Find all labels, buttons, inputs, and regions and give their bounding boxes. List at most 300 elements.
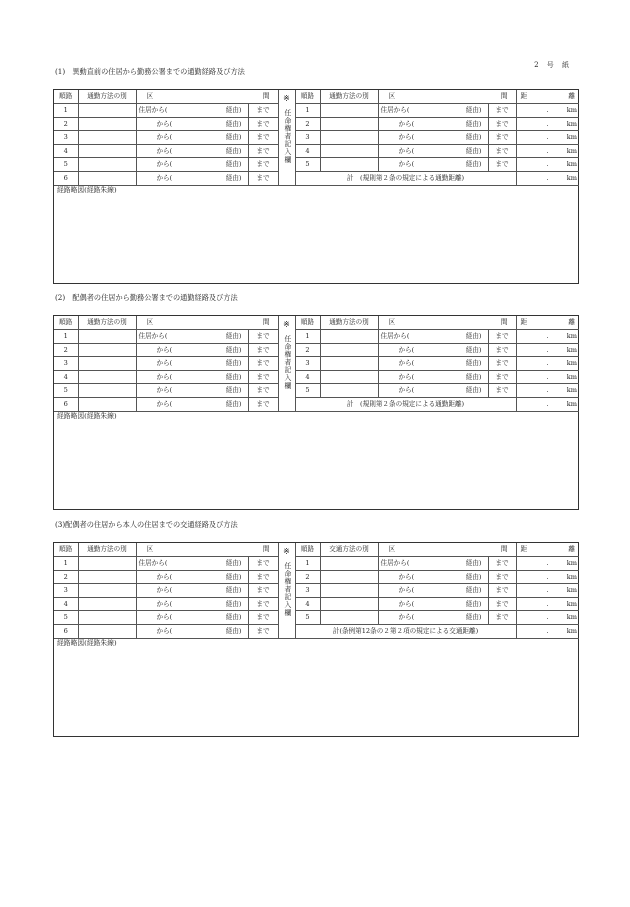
appointer-entry-label: 任命権者記入欄 (282, 109, 291, 164)
section-cell[interactable] (136, 625, 248, 639)
table-row (54, 597, 579, 611)
distance-header-right: 離 (568, 318, 575, 327)
distance-cell[interactable] (516, 158, 579, 172)
order-header: 順路 (295, 543, 320, 557)
until-label: まで (495, 572, 509, 581)
via-label: 経由) (225, 174, 242, 183)
method-cell[interactable] (78, 570, 136, 584)
distance-cell[interactable] (516, 343, 579, 357)
row-number: 3 (54, 131, 78, 145)
total-label: 計 (規則第２条の規定による通勤距離) (295, 172, 516, 186)
until-label: まで (495, 345, 509, 354)
until-label: まで (256, 613, 270, 622)
km-unit: km (566, 359, 577, 368)
note-mark: ※ (283, 320, 290, 329)
km-unit: km (566, 400, 577, 409)
km-unit: km (566, 386, 577, 395)
distance-cell[interactable] (516, 611, 579, 625)
until-label: まで (256, 174, 270, 183)
until-cell (488, 570, 516, 584)
until-label: まで (495, 559, 509, 568)
decimal-point: . (546, 386, 549, 395)
method-cell[interactable] (320, 117, 378, 131)
until-label: まで (256, 345, 270, 354)
from-label: から( (156, 572, 173, 581)
via-label: 経由) (465, 359, 482, 368)
appointer-entry-column (278, 90, 295, 185)
order-header: 順路 (54, 316, 78, 330)
section-title: (1) 異動直前の住居から勤務公署までの通勤経路及び方法 (55, 67, 245, 76)
via-label: 経由) (465, 119, 482, 128)
until-cell (248, 597, 278, 611)
appointer-entry-column (278, 543, 295, 638)
row-number: 2 (54, 117, 78, 131)
via-label: 経由) (465, 345, 482, 354)
row-number: 3 (295, 584, 320, 598)
section-cell[interactable] (136, 584, 248, 598)
km-unit: km (566, 174, 577, 183)
row-number: 4 (295, 370, 320, 384)
method-cell[interactable] (320, 557, 378, 571)
distance-cell[interactable] (516, 384, 579, 398)
until-label: まで (495, 372, 509, 381)
until-label: まで (495, 146, 509, 155)
section-cell[interactable] (136, 611, 248, 625)
until-label: まで (495, 613, 509, 622)
method-cell[interactable] (78, 117, 136, 131)
note-mark: ※ (283, 547, 290, 556)
method-cell[interactable] (78, 131, 136, 145)
until-label: まで (256, 160, 270, 169)
via-label: 経由) (225, 133, 242, 142)
via-label: 経由) (225, 400, 242, 409)
until-label: まで (495, 160, 509, 169)
from-label: から( (398, 599, 415, 608)
order-header: 順路 (295, 316, 320, 330)
row-number: 6 (54, 625, 78, 639)
distance-cell[interactable] (516, 557, 579, 571)
method-cell[interactable] (320, 584, 378, 598)
method-header: 交通方法の別 (320, 543, 378, 557)
route-table-frame (53, 542, 579, 737)
route-table (54, 543, 579, 639)
from-label: から( (156, 160, 173, 169)
via-label: 経由) (225, 359, 242, 368)
until-label: まで (495, 332, 509, 341)
row-number: 1 (54, 557, 78, 571)
until-cell (248, 570, 278, 584)
table-row (54, 172, 579, 186)
via-label: 経由) (225, 332, 242, 341)
method-cell[interactable] (320, 597, 378, 611)
from-label: 住居から( (380, 332, 410, 341)
via-label: 経由) (465, 372, 482, 381)
table-row (54, 584, 579, 598)
row-number: 5 (54, 611, 78, 625)
via-label: 経由) (225, 106, 242, 115)
section-cell[interactable] (378, 384, 488, 398)
until-label: まで (256, 119, 270, 128)
distance-cell[interactable] (516, 131, 579, 145)
row-number: 3 (295, 357, 320, 371)
section-header-left: 区 (388, 545, 396, 554)
via-label: 経由) (465, 586, 482, 595)
via-label: 経由) (465, 386, 482, 395)
from-label: 住居から( (380, 106, 410, 115)
route-table (54, 316, 579, 412)
section-header-left: 区 (388, 92, 396, 101)
method-cell[interactable] (78, 557, 136, 571)
decimal-point: . (546, 146, 549, 155)
via-label: 経由) (465, 332, 482, 341)
decimal-point: . (546, 613, 549, 622)
order-header: 順路 (54, 543, 78, 557)
from-label: 住居から( (138, 106, 168, 115)
method-header: 通勤方法の別 (320, 316, 378, 330)
km-unit: km (566, 599, 577, 608)
via-label: 経由) (465, 559, 482, 568)
until-cell (488, 584, 516, 598)
until-label: まで (256, 332, 270, 341)
section-header-right: 間 (262, 92, 270, 101)
section-cell[interactable] (136, 104, 248, 118)
section-cell[interactable] (378, 158, 488, 172)
via-label: 経由) (225, 119, 242, 128)
section-cell[interactable] (136, 398, 248, 412)
section-cell[interactable] (136, 570, 248, 584)
method-cell[interactable] (78, 584, 136, 598)
until-cell (488, 557, 516, 571)
method-cell[interactable] (320, 343, 378, 357)
km-unit: km (566, 106, 577, 115)
section-cell[interactable] (378, 584, 488, 598)
decimal-point: . (546, 332, 549, 341)
via-label: 経由) (225, 613, 242, 622)
until-cell (488, 611, 516, 625)
section-cell[interactable] (136, 330, 248, 344)
until-label: まで (256, 386, 270, 395)
decimal-point: . (546, 359, 549, 368)
method-header: 通勤方法の別 (78, 543, 136, 557)
order-header: 順路 (54, 90, 78, 104)
method-cell[interactable] (320, 158, 378, 172)
distance-header-right: 離 (568, 92, 575, 101)
section-cell[interactable] (136, 117, 248, 131)
total-label: 計(条例第12条の２第２項の規定による交通距離) (295, 625, 516, 639)
section-cell[interactable] (136, 158, 248, 172)
until-cell (488, 384, 516, 398)
km-unit: km (566, 119, 577, 128)
until-label: まで (495, 599, 509, 608)
distance-cell[interactable] (516, 330, 579, 344)
method-cell[interactable] (320, 357, 378, 371)
decimal-point: . (546, 559, 549, 568)
from-label: から( (398, 586, 415, 595)
decimal-point: . (546, 345, 549, 354)
section-cell[interactable] (136, 597, 248, 611)
distance-header-left: 距 (520, 545, 528, 554)
section-cell[interactable] (136, 384, 248, 398)
section-cell[interactable] (378, 370, 488, 384)
km-unit: km (566, 332, 577, 341)
section-cell[interactable] (378, 570, 488, 584)
table-row (54, 370, 579, 384)
row-number: 2 (54, 343, 78, 357)
table-row (54, 330, 579, 344)
row-number: 1 (295, 330, 320, 344)
until-label: まで (256, 559, 270, 568)
via-label: 経由) (225, 559, 242, 568)
km-unit: km (566, 613, 577, 622)
via-label: 経由) (465, 106, 482, 115)
km-unit: km (566, 372, 577, 381)
distance-header-left: 距 (520, 92, 528, 101)
row-number: 4 (54, 370, 78, 384)
distance-cell[interactable] (516, 357, 579, 371)
until-cell (248, 104, 278, 118)
method-cell[interactable] (320, 370, 378, 384)
appointer-entry-column (278, 316, 295, 411)
from-label: から( (398, 345, 415, 354)
decimal-point: . (546, 572, 549, 581)
distance-cell[interactable] (516, 370, 579, 384)
until-cell (248, 158, 278, 172)
route-map-area[interactable] (54, 649, 578, 736)
table-row (54, 611, 579, 625)
section-cell[interactable] (378, 330, 488, 344)
via-label: 経由) (225, 146, 242, 155)
distance-cell[interactable] (516, 570, 579, 584)
decimal-point: . (546, 400, 549, 409)
until-cell (488, 597, 516, 611)
until-cell (248, 131, 278, 145)
from-label: から( (398, 372, 415, 381)
until-cell (248, 584, 278, 598)
section-cell[interactable] (378, 144, 488, 158)
method-header: 通勤方法の別 (320, 90, 378, 104)
from-label: から( (156, 627, 173, 636)
table-header-row (54, 316, 579, 330)
until-cell (248, 144, 278, 158)
via-label: 経由) (465, 160, 482, 169)
via-label: 経由) (225, 372, 242, 381)
section-cell[interactable] (378, 611, 488, 625)
section-cell[interactable] (378, 104, 488, 118)
from-label: から( (156, 372, 173, 381)
from-label: から( (398, 359, 415, 368)
from-label: から( (156, 174, 173, 183)
decimal-point: . (546, 586, 549, 595)
row-number: 2 (54, 570, 78, 584)
route-map-area[interactable] (54, 422, 578, 509)
until-cell (488, 343, 516, 357)
until-label: まで (495, 119, 509, 128)
row-number: 4 (54, 597, 78, 611)
until-label: まで (495, 586, 509, 595)
section-cell[interactable] (136, 370, 248, 384)
via-label: 経由) (465, 572, 482, 581)
until-cell (248, 611, 278, 625)
route-table (54, 90, 579, 186)
section-header-left: 区 (388, 318, 396, 327)
method-cell[interactable] (320, 131, 378, 145)
from-label: から( (156, 599, 173, 608)
row-number: 5 (295, 158, 320, 172)
section-cell[interactable] (136, 144, 248, 158)
km-unit: km (566, 146, 577, 155)
distance-cell[interactable] (516, 597, 579, 611)
section-cell[interactable] (136, 343, 248, 357)
method-cell[interactable] (78, 357, 136, 371)
row-number: 3 (54, 357, 78, 371)
method-header: 通勤方法の別 (78, 90, 136, 104)
section-cell[interactable] (378, 131, 488, 145)
until-cell (488, 357, 516, 371)
route-map-label: 経路略図(経路朱線) (57, 412, 117, 420)
until-cell (248, 117, 278, 131)
decimal-point: . (546, 599, 549, 608)
method-cell[interactable] (320, 384, 378, 398)
method-cell[interactable] (320, 104, 378, 118)
section-header-right: 間 (500, 92, 508, 101)
method-cell[interactable] (320, 144, 378, 158)
distance-cell[interactable] (516, 104, 579, 118)
via-label: 経由) (225, 386, 242, 395)
via-label: 経由) (225, 160, 242, 169)
distance-cell[interactable] (516, 398, 579, 412)
until-label: まで (256, 599, 270, 608)
decimal-point: . (546, 627, 549, 636)
until-cell (488, 131, 516, 145)
section-cell[interactable] (378, 597, 488, 611)
method-cell[interactable] (78, 330, 136, 344)
row-number: 1 (295, 557, 320, 571)
section-cell[interactable] (136, 357, 248, 371)
section-header-right: 間 (262, 545, 270, 554)
section-header-right: 間 (500, 545, 508, 554)
until-label: まで (256, 372, 270, 381)
route-map-area[interactable] (54, 196, 578, 283)
section-header-right: 間 (500, 318, 508, 327)
until-label: まで (256, 106, 270, 115)
until-label: まで (495, 386, 509, 395)
section-cell[interactable] (136, 131, 248, 145)
method-cell[interactable] (78, 384, 136, 398)
row-number: 1 (295, 104, 320, 118)
km-unit: km (566, 345, 577, 354)
via-label: 経由) (225, 345, 242, 354)
from-label: 住居から( (138, 332, 168, 341)
until-cell (248, 625, 278, 639)
appointer-entry-label: 任命権者記入欄 (282, 562, 291, 617)
row-number: 3 (54, 584, 78, 598)
until-cell (248, 343, 278, 357)
from-label: から( (398, 133, 415, 142)
section-header-left: 区 (146, 545, 154, 554)
section-cell[interactable] (378, 343, 488, 357)
until-label: まで (256, 586, 270, 595)
distance-header-right: 離 (568, 545, 575, 554)
row-number: 2 (295, 570, 320, 584)
row-number: 1 (54, 104, 78, 118)
row-number: 2 (295, 117, 320, 131)
method-cell[interactable] (78, 104, 136, 118)
method-cell[interactable] (78, 611, 136, 625)
table-row (54, 570, 579, 584)
distance-cell[interactable] (516, 172, 579, 186)
from-label: から( (398, 572, 415, 581)
method-cell[interactable] (78, 158, 136, 172)
distance-cell[interactable] (516, 625, 579, 639)
until-label: まで (495, 106, 509, 115)
table-header-row (54, 90, 579, 104)
row-number: 6 (54, 172, 78, 186)
via-label: 経由) (225, 599, 242, 608)
until-label: まで (495, 359, 509, 368)
method-cell[interactable] (320, 330, 378, 344)
decimal-point: . (546, 174, 549, 183)
distance-cell[interactable] (516, 584, 579, 598)
order-header: 順路 (295, 90, 320, 104)
section-cell[interactable] (136, 172, 248, 186)
via-label: 経由) (225, 572, 242, 581)
distance-cell[interactable] (516, 117, 579, 131)
method-cell[interactable] (78, 343, 136, 357)
method-cell[interactable] (78, 370, 136, 384)
km-unit: km (566, 627, 577, 636)
decimal-point: . (546, 106, 549, 115)
until-label: まで (256, 627, 270, 636)
until-label: まで (256, 359, 270, 368)
table-row (54, 625, 579, 639)
via-label: 経由) (225, 627, 242, 636)
row-number: 4 (54, 144, 78, 158)
method-cell[interactable] (320, 611, 378, 625)
section-cell[interactable] (378, 557, 488, 571)
until-label: まで (256, 146, 270, 155)
from-label: から( (398, 613, 415, 622)
decimal-point: . (546, 133, 549, 142)
distance-cell[interactable] (516, 144, 579, 158)
from-label: から( (156, 613, 173, 622)
until-cell (248, 384, 278, 398)
method-cell[interactable] (78, 597, 136, 611)
route-table-frame (53, 89, 579, 284)
table-row (54, 557, 579, 571)
from-label: から( (156, 146, 173, 155)
section-cell[interactable] (378, 357, 488, 371)
table-header-row (54, 543, 579, 557)
table-row (54, 117, 579, 131)
section-cell[interactable] (136, 557, 248, 571)
row-number: 5 (54, 384, 78, 398)
method-cell[interactable] (320, 570, 378, 584)
table-row (54, 343, 579, 357)
row-number: 5 (295, 384, 320, 398)
row-number: 5 (54, 158, 78, 172)
route-map-label: 経路略図(経路朱線) (57, 639, 117, 647)
row-number: 4 (295, 597, 320, 611)
decimal-point: . (546, 119, 549, 128)
table-row (54, 144, 579, 158)
via-label: 経由) (465, 599, 482, 608)
row-number: 1 (54, 330, 78, 344)
via-label: 経由) (465, 133, 482, 142)
from-label: から( (156, 386, 173, 395)
section-cell[interactable] (378, 117, 488, 131)
method-cell[interactable] (78, 144, 136, 158)
from-label: から( (156, 119, 173, 128)
